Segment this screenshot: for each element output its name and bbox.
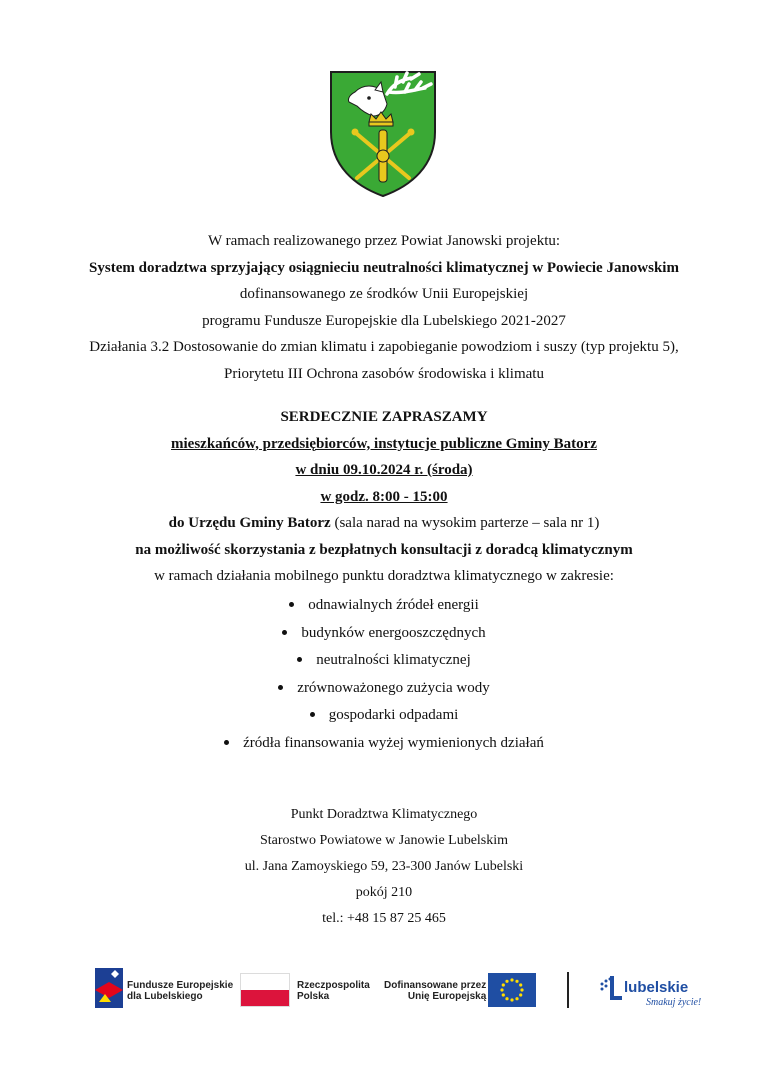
eu-flag-icon [488, 973, 536, 1007]
list-item [0, 647, 768, 675]
lubelskie-name: lubelskie [624, 979, 689, 996]
place-name: do Urzędu Gminy Batorz [168, 515, 331, 531]
topic-text: neutralności klimatycznej [316, 652, 471, 668]
fe-line: dla Lubelskiego [127, 991, 203, 1002]
bullet-icon [297, 657, 302, 662]
topic-text: zrównoważonego zużycia wody [297, 679, 490, 696]
fe-line: Fundusze Europejskie [127, 980, 234, 991]
lubelskie-slogan: Smakuj życie! [646, 997, 702, 1008]
intro-line: W ramach realizowanego przez Powiat Janowski projektu: [207, 233, 561, 249]
rp-line: Rzeczpospolita [297, 980, 370, 991]
topic-text: budynków energooszczędnych [301, 624, 486, 641]
funding-logos-bar [0, 962, 768, 1018]
invitation [0, 404, 768, 590]
topic-text: źródła finansowania wyżej wymienionych działań [243, 734, 544, 751]
contact-room: pokój 210 [355, 885, 413, 900]
logo-divider [567, 972, 569, 1008]
invitation-time: w godz. 8:00 - 15:00 [320, 488, 448, 505]
topic-text: gospodarki odpadami [328, 707, 459, 723]
project-title: System doradztwa sprzyjający osiągnieciu neutralności klimatycznej w Powiecie Janowskim [89, 259, 679, 276]
contact-line: Punkt Doradztwa Klimatycznego [290, 807, 478, 822]
list-item [0, 675, 768, 703]
project-intro [0, 228, 768, 387]
intro-line: programu Fundusze Europejskie dla Lubelskiego 2021-2027 [202, 312, 566, 329]
contact-line: Starostwo Powiatowe w Janowie Lubelskim [259, 833, 509, 848]
fe-logo-text [127, 980, 233, 1002]
invitation-audience: mieszkańców, przedsiębiorców, instytucje publiczne Gminy Batorz [171, 435, 597, 452]
intro-line: Działania 3.2 Dostosowanie do zmian klimatu i zapobieganie powodziom i suszy (typ projektu 5), [89, 339, 679, 355]
bullet-icon [282, 630, 287, 635]
coat-of-arms-logo [329, 70, 437, 198]
invitation-consultation: na możliwość skorzystania z bezpłatnych konsultacji z doradcą klimatycznym [135, 541, 633, 558]
rp-line: Polska [297, 991, 330, 1002]
bullet-icon [224, 740, 229, 745]
time-label: w godz [320, 488, 366, 505]
contact-phone: tel.: +48 15 87 25 465 [322, 911, 446, 926]
contact-info [0, 802, 768, 932]
eu-line: Unię Europejską [407, 991, 487, 1002]
list-item [0, 592, 768, 620]
topic-text: odnawialnych źródeł energii [308, 597, 479, 613]
fundusze-europejskie-logo [95, 968, 123, 1008]
invitation-date: w dniu 09.10.2024 r. (środa) [295, 462, 473, 478]
invitation-heading: SERDECZNIE ZAPRASZAMY [280, 409, 488, 425]
time-value: 8:00 - 15:00 [372, 488, 448, 505]
eu-line: Dofinansowane przez [384, 980, 487, 991]
list-item [0, 620, 768, 648]
intro-line: dofinansowanego ze środków Unii Europejskiej [239, 286, 529, 302]
bullet-icon [278, 685, 283, 690]
list-item [0, 730, 768, 758]
invitation-scope: w ramach działania mobilnego punktu doradztwa klimatycznego w zakresie: [154, 568, 614, 584]
rp-logo-text [297, 980, 370, 1002]
topic-list [0, 592, 768, 757]
place-detail: (sala narad na wysokim parterze – sala nr 1) [330, 515, 600, 531]
bullet-icon [289, 602, 294, 607]
poland-flag-icon [240, 973, 290, 1007]
intro-line: Priorytetu III Ochrona zasobów środowiska i klimatu [224, 365, 544, 382]
list-item [0, 702, 768, 730]
invitation-place [0, 510, 768, 537]
bullet-icon [310, 712, 315, 717]
contact-address: ul. Jana Zamoyskiego 59, 23-300 Janów Lubelski [244, 859, 524, 874]
lubelskie-logo [598, 972, 704, 1010]
eu-logo-text [384, 980, 486, 1002]
